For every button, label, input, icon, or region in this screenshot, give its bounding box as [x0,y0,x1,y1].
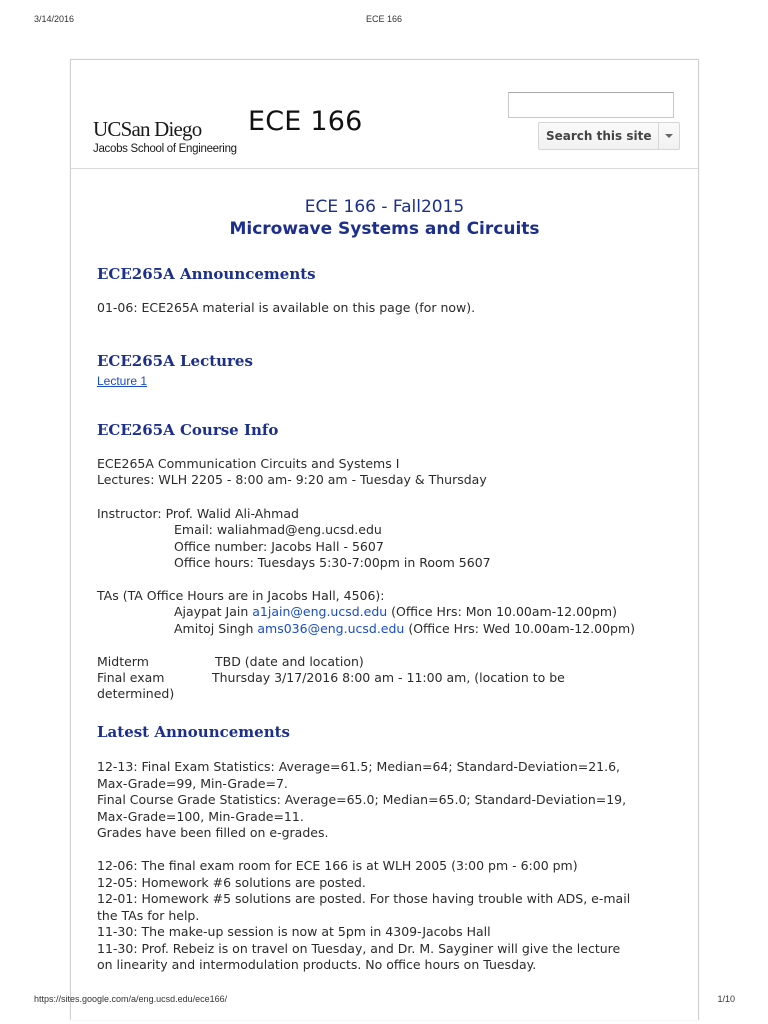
print-url: https://sites.google.com/a/eng.ucsd.edu/ece166/ [34,994,228,1004]
page-heading [97,196,672,240]
midterm-label: Midterm [97,654,149,669]
instructor-office-hours: Office hours: Tuesdays 5:30-7:00pm in Room 5607 [174,555,491,570]
final-row [97,670,672,687]
course-info-heading: ECE265A Course Info [97,421,279,439]
search-group [538,122,680,150]
logo-university: UCSan Diego [93,117,202,141]
course-info-line1: ECE265A Communication Circuits and Systems I [97,456,400,471]
midterm-row [97,654,672,671]
page-heading-line1: ECE 166 - Fall2015 [304,197,465,217]
latest-announcements-block1: 12-13: Final Exam Statistics: Average=61.5; Median=64; Standard-Deviation=21.6, Max-Grade=99, Min-Grade=7. Final Course Grade Statistics: Average=65.0; Median=65.0; Standard-Deviation=19, Max-Grade=100, Min-Grade=11. Grades have been filled on e-grades. [97,759,627,840]
logo-school: Jacobs School of Engineering [93,143,237,155]
ta-row [97,604,749,621]
ta-name: Ajaypat Jain [174,604,253,619]
latest-announcements-heading: Latest Announcements [97,723,290,741]
print-date: 3/14/2016 [34,14,75,24]
ucsd-logo[interactable] [93,118,253,162]
search-input[interactable] [508,92,674,118]
midterm-value: TBD (date and location) [215,654,364,669]
ta-hours: (Office Hrs: Wed 10.00am-12.00pm) [404,621,636,636]
ta-row [97,621,749,638]
print-footer [0,994,768,1008]
site-title[interactable]: ECE 166 [248,106,363,137]
print-title: ECE 166 [365,14,403,24]
site-header [71,60,698,169]
print-header [0,14,768,28]
course-info-line2: Lectures: WLH 2205 - 8:00 am- 9:20 am - Tuesday & Thursday [97,472,487,487]
ta-name: Amitoj Singh [174,621,258,636]
lectures-heading: ECE265A Lectures [97,352,253,370]
ta-email-link[interactable]: ams036@eng.ucsd.edu [257,621,405,636]
print-page-number: 1/10 [717,994,735,1004]
ta-hours: (Office Hrs: Mon 10.00am-12.00pm) [387,604,617,619]
chevron-down-icon [665,134,673,138]
final-label: Final exam [97,670,165,685]
instructor-name: Instructor: Prof. Walid Ali-Ahmad [97,506,299,521]
page-heading-line2: Microwave Systems and Circuits [229,219,540,239]
tas-intro: TAs (TA Office Hours are in Jacobs Hall, 4506): [97,588,385,603]
search-button[interactable]: Search this site [539,123,659,149]
instructor-office-number: Office number: Jacobs Hall - 5607 [174,539,384,554]
latest-announcements-block2: 12-06: The final exam room for ECE 166 is at WLH 2005 (3:00 pm - 6:00 pm) 12-05: Homework #6 solutions are posted. 12-01: Homework #5 solutions are posted. For those having trouble with ADS, e-mail the TAs for help. 11-30: The make-up session is now at 5pm in 4309-Jacobs Hall 11-30: Prof. Rebeiz is on travel on Tuesday, and Dr. M. Sayginer will give the lecture on linearity and intermodulation products. No office hours on Tuesday. [97,858,631,972]
ta-email-link[interactable]: a1jain@eng.ucsd.edu [252,604,388,619]
announcements-text: 01-06: ECE265A material is available on this page (for now). [97,300,476,315]
lecture-1-link[interactable]: Lecture 1 [97,374,148,388]
page-frame [70,59,699,1020]
final-value-continued: determined) [97,686,175,701]
announcements-heading: ECE265A Announcements [97,265,316,283]
instructor-email: Email: waliahmad@eng.ucsd.edu [174,522,382,537]
final-value: Thursday 3/17/2016 8:00 am - 11:00 am, (location to be [212,670,565,685]
search-dropdown-button[interactable] [659,123,679,149]
